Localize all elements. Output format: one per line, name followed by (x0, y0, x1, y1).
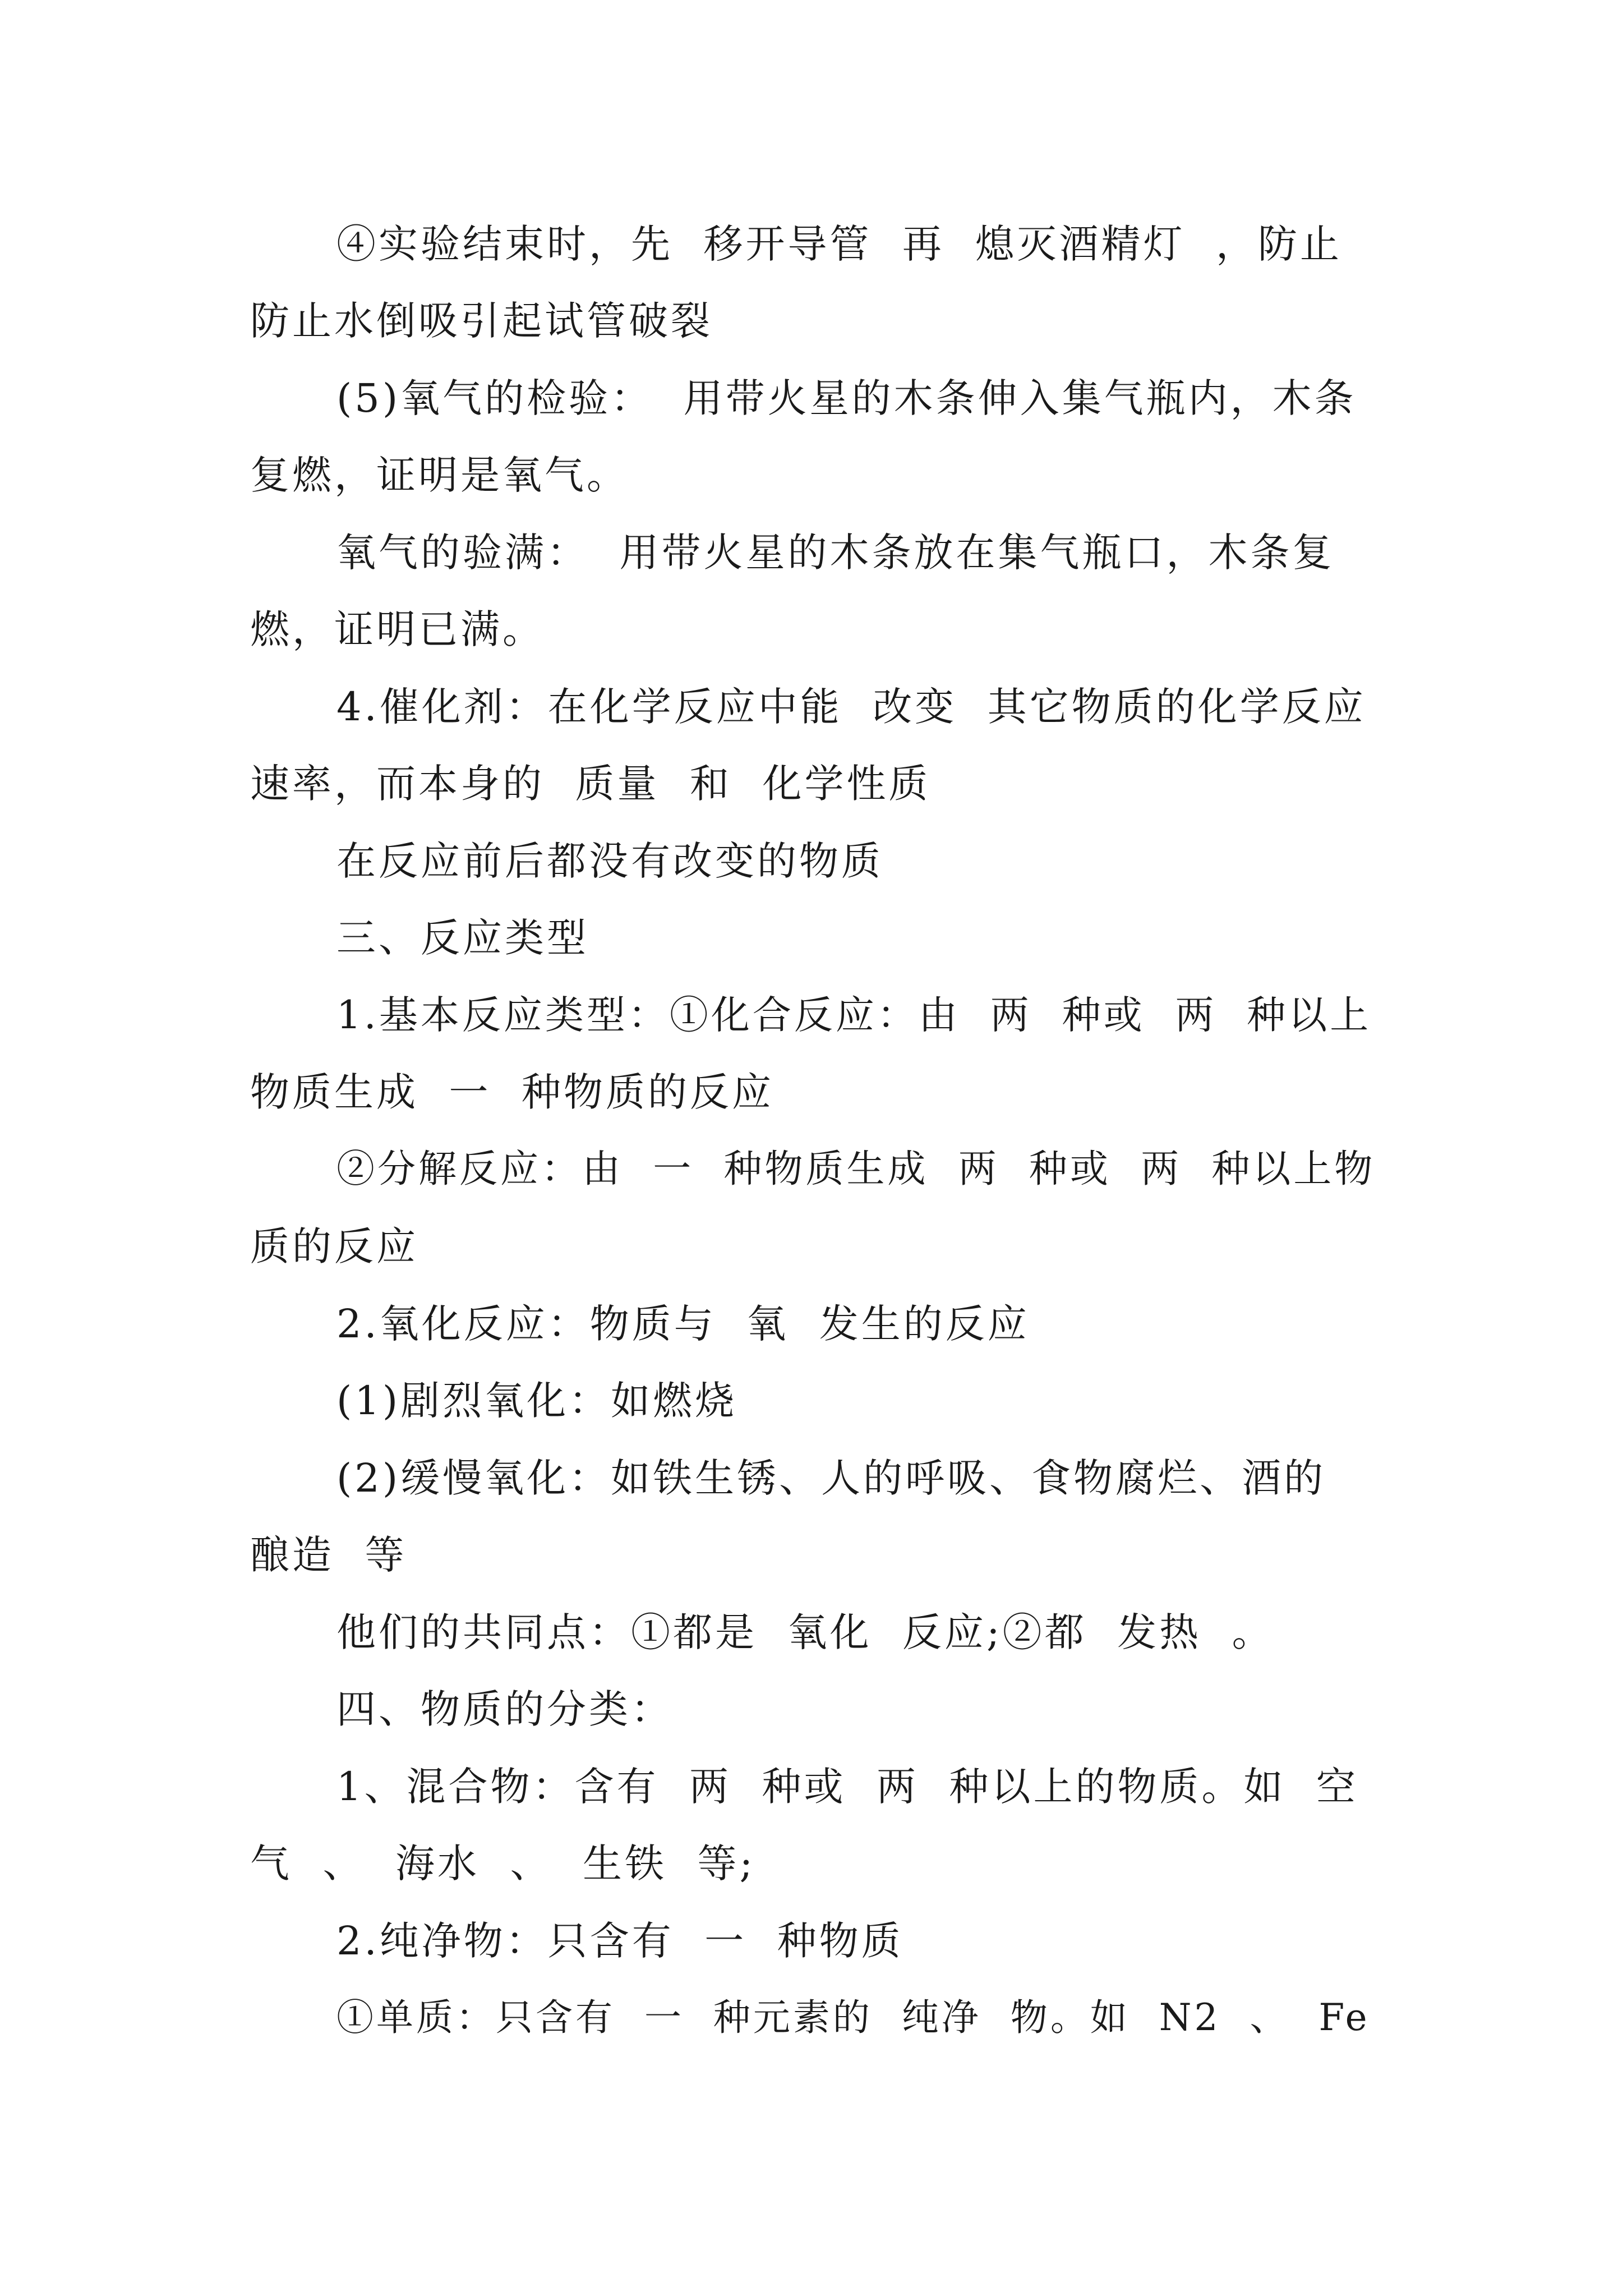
section-heading: 四、物质的分类： (336, 1686, 673, 1732)
text-line: 酿造 等 (250, 1532, 407, 1578)
text-line: 1、混合物：含有 两 种或 两 种以上的物质。如 空 (336, 1764, 1359, 1810)
text-line: (1)剧烈氧化：如燃烧 (336, 1378, 737, 1424)
text-line: ②分解反应：由 一 种物质生成 两 种或 两 种以上物 (336, 1147, 1376, 1191)
text-line: 气 、 海水 、 生铁 等; (250, 1841, 756, 1887)
text-line: 他们的共同点：①都是 氧化 反应;②都 发热 。 (336, 1609, 1274, 1655)
text-line: 在反应前后都没有改变的物质 (336, 838, 883, 884)
text-line: (5)氧气的检验： 用带火星的木条伸入集气瓶内，木条 (336, 375, 1357, 421)
section-heading: 三、反应类型 (336, 915, 589, 961)
text-line: 燃，证明已满。 (250, 606, 545, 652)
text-line: 1.基本反应类型：①化合反应：由 两 种或 两 种以上 (336, 993, 1372, 1038)
text-line: (2)缓慢氧化：如铁生锈、人的呼吸、食物腐烂、酒的 (336, 1455, 1326, 1501)
text-line: 2.纯净物：只含有 一 种物质 (336, 1918, 903, 1964)
text-line: 4.催化剂：在化学反应中能 改变 其它物质的化学反应 (336, 684, 1366, 730)
text-line: 2.氧化反应：物质与 氧 发生的反应 (336, 1301, 1030, 1347)
text-line: ①单质：只含有 一 种元素的 纯净 物。如 N2 、 Fe (336, 1996, 1370, 2039)
text-line: 质的反应 (250, 1223, 418, 1269)
text-line: ④实验结束时，先 移开导管 再 熄灭酒精灯 ，防止 (336, 221, 1343, 267)
text-line: 氧气的验满： 用带火星的木条放在集气瓶口，木条复 (336, 530, 1335, 576)
text-line: 速率，而本身的 质量 和 化学性质 (250, 761, 931, 807)
text-line: 防止水倒吸引起试管破裂 (250, 298, 713, 344)
text-line: 物质生成 一 种物质的反应 (250, 1069, 774, 1115)
text-line: 复燃，证明是氧气。 (250, 452, 629, 498)
